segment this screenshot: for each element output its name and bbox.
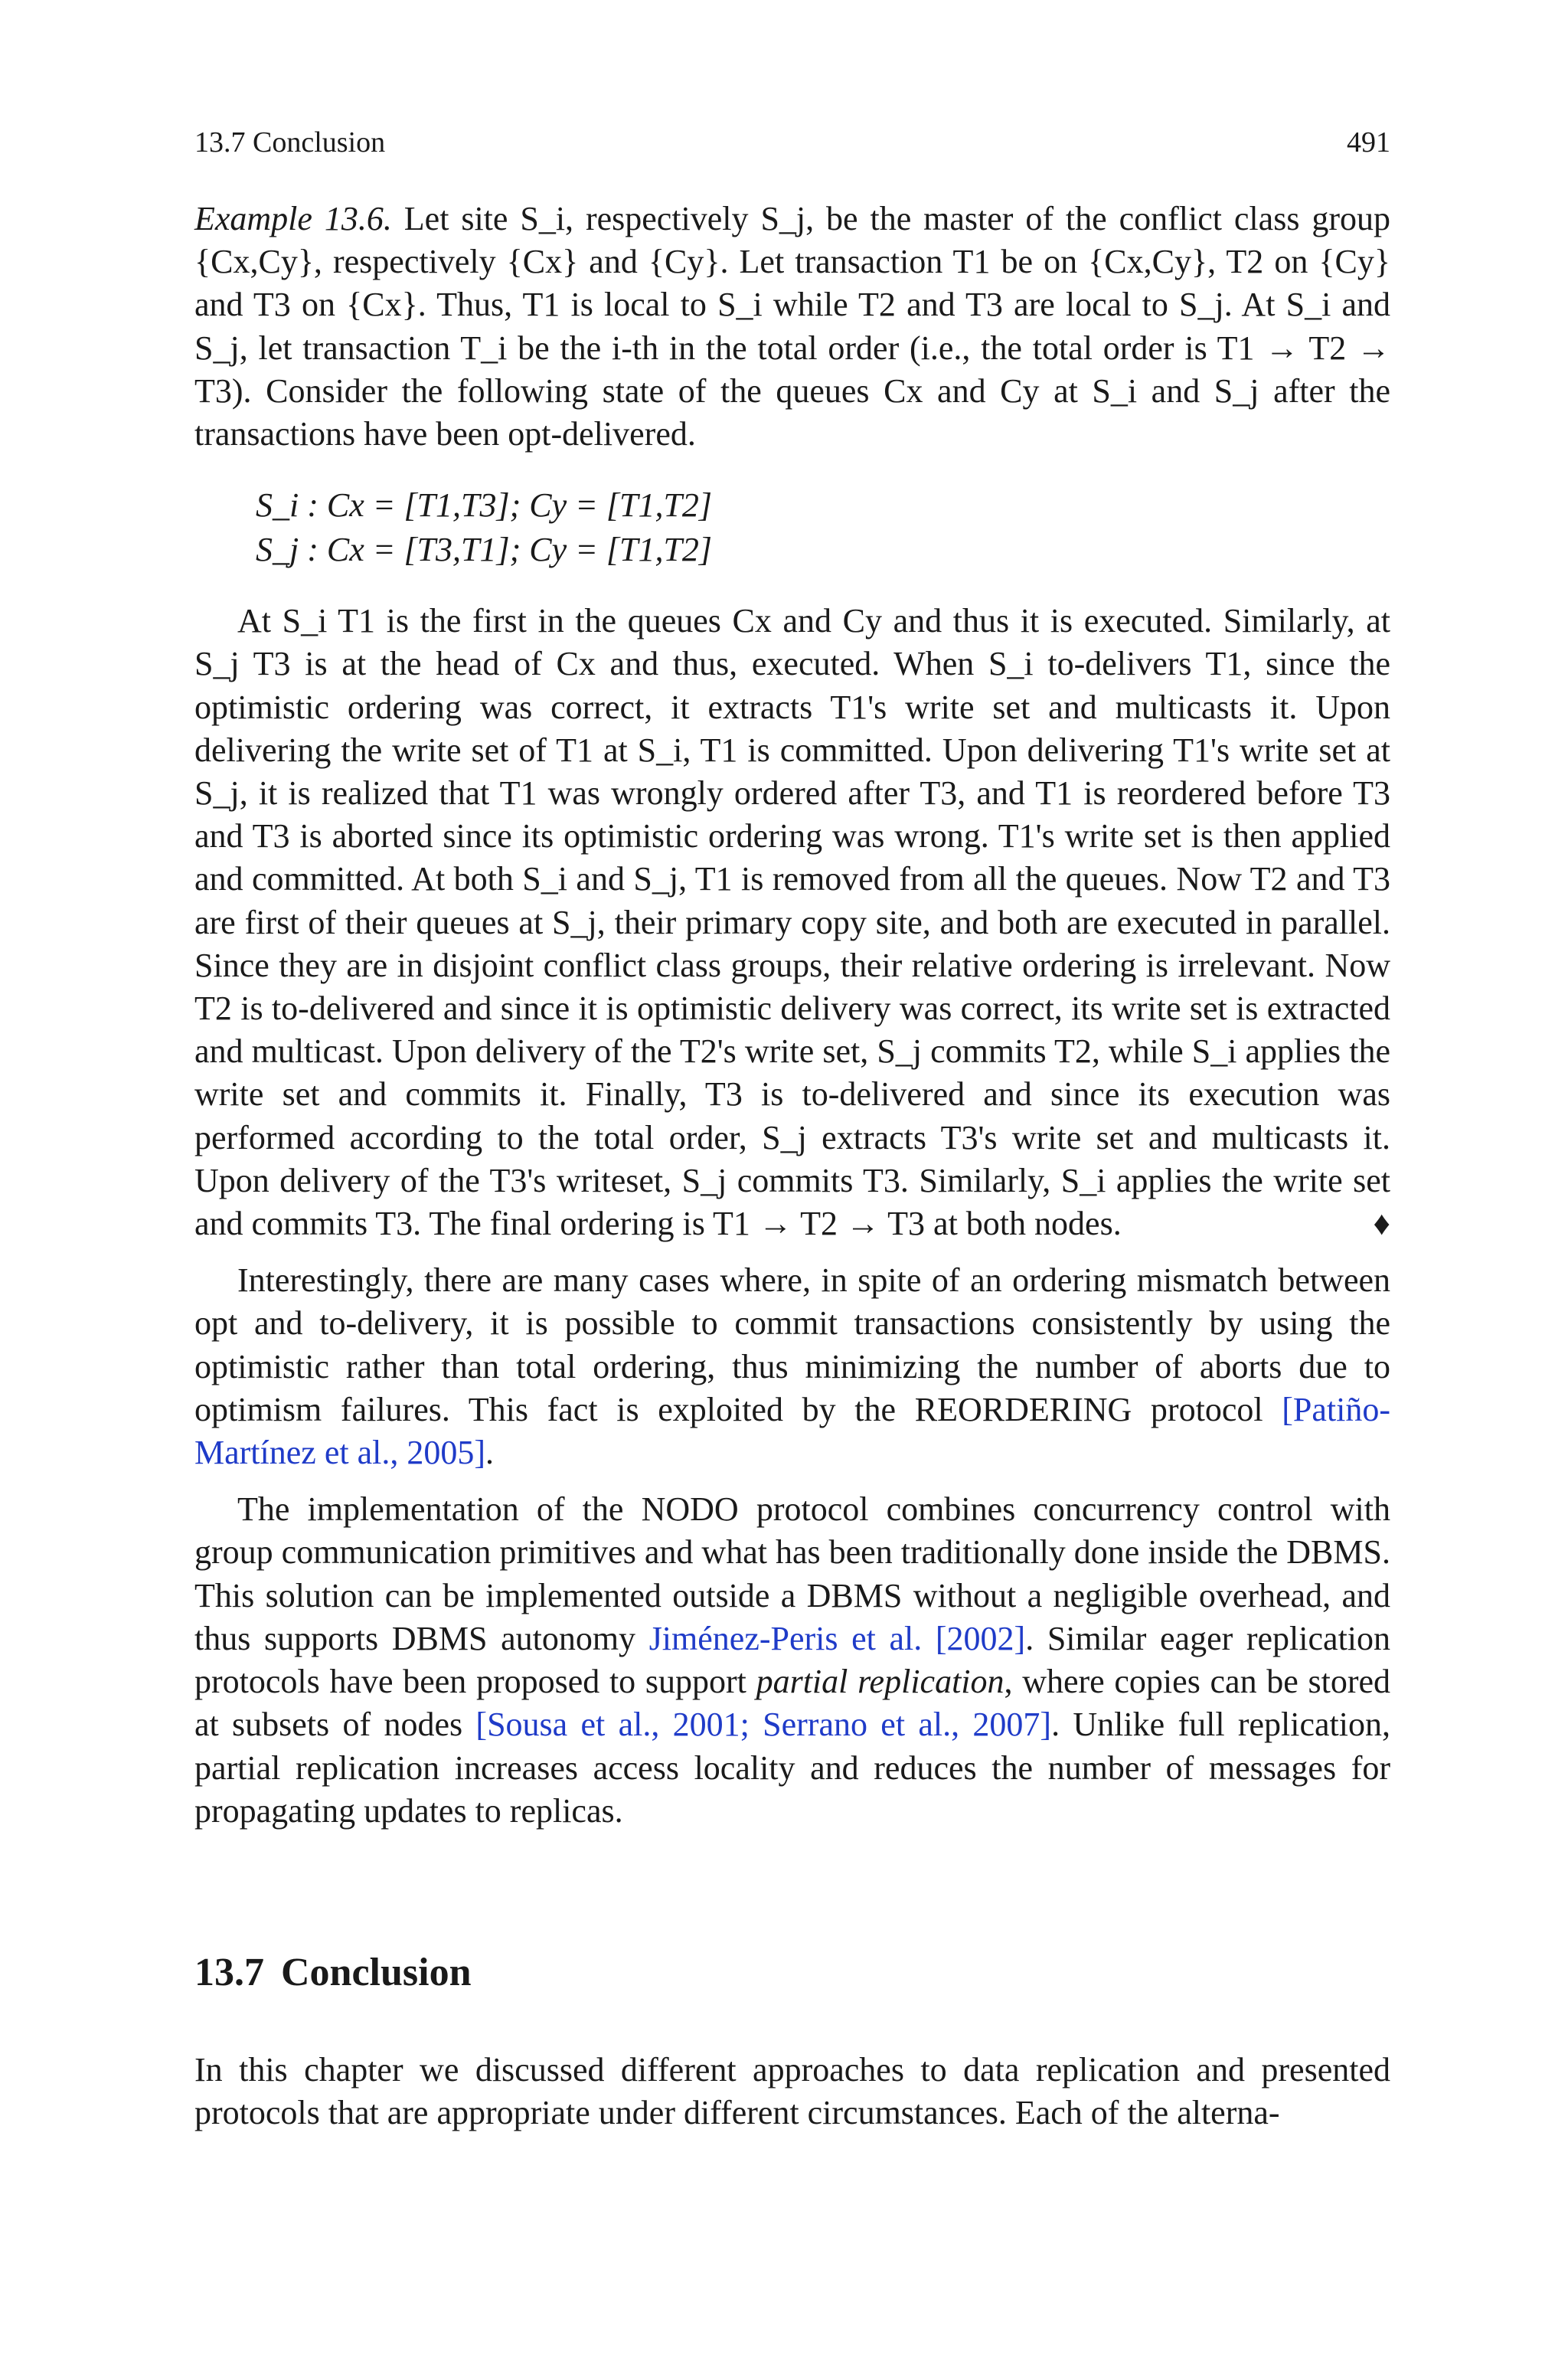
queue-state-display [256, 483, 1390, 572]
paragraph-reordering-end: . [485, 1434, 494, 1472]
example-intro-text: Let site S_i, respectively S_j, be the master of the conflict class group {Cx,Cy}, respectively {Cx} and {Cy}. Let transaction T1 be on {Cx,Cy}, T2 on {Cy} and T3 on {Cx}. Thus, T1 is local to S_i while T2 and T3 are local to S_j. At S_i and S_j, let transaction T_i be the i-th in the total order (i.e., the total order is T1 → T2 → T3). Consider the following state of the queues Cx and Cy at S_i and S_j after the transactions have been opt-delivered. [194, 200, 1391, 453]
running-head-section: 13.7 Conclusion [194, 126, 386, 159]
paragraph-reordering-text: Interestingly, there are many cases where, in spite of an ordering mismatch between opt and to-delivery, it is possible to commit transactions consistently by using the optimistic rather than total ordering, thus minimizing the number of aborts due to optimism failures. This fact is exploited by the REORDERING protocol [194, 1261, 1390, 1428]
paragraph-nodo-text-d: . Unlike full replication, partial replication increases access locality and reduces the number of messages for propagating updates to replicas. [194, 1706, 1390, 1830]
page [194, 123, 1390, 2134]
paragraph-nodo-text-b: . Similar eager replication protocols have been proposed to support [194, 1619, 1391, 1701]
paragraph-reordering [194, 1259, 1390, 1474]
example-intro [194, 198, 1390, 456]
citation-jimenez-peris-2002[interactable]: Jiménez-Peris et al. [2002] [648, 1619, 1026, 1657]
paragraph-nodo-text-a: The implementation of the NODO protocol combines concurrency control with group communication primitives and what has been traditionally done inside the DBMS. This solution can be implemented outside a DBMS without a negligible overhead, and thus supports DBMS autonomy [194, 1490, 1390, 1657]
running-head [194, 123, 1390, 162]
section-heading [194, 1948, 1390, 1998]
example-label: Example 13.6. [194, 200, 392, 237]
section-title: Conclusion [281, 1950, 472, 1994]
end-of-example-icon: ♦ [1373, 1205, 1390, 1243]
display-line-si: S_i : Cx = [T1,T3]; Cy = [T1,T2] [256, 486, 713, 525]
citation-sousa-serrano[interactable]: [Sousa et al., 2001; Serrano et al., 2007] [475, 1706, 1052, 1744]
display-line-sj: S_j : Cx = [T3,T1]; Cy = [T1,T2] [256, 531, 713, 569]
paragraph-nodo-text-c: , where copies can be stored at subsets of nodes [194, 1663, 1391, 1744]
citation-patino-martinez-2005[interactable]: [Patiño-Martínez et al., 2005] [194, 1390, 1391, 1472]
section-number: 13.7 [194, 1950, 264, 1994]
example-body-text: At S_i T1 is the first in the queues Cx and Cy and thus it is executed. Similarly, at S_j T3 is at the head of Cx and thus, executed. When S_i to-delivers T1, since the optimistic ordering was correct, it extracts T1's write set and multicasts it. Upon delivering the write set of T1 at S_i, T1 is committed. Upon delivering T1's write set at S_j, it is realized that T1 was wrongly ordered after T3, and T1 is reordered before T3 and T3 is aborted since its optimistic ordering was wrong. T1's write set is then applied and committed. At both S_i and S_j, T1 is removed from all the queues. Now T2 and T3 are first of their queues at S_j, their primary copy site, and both are executed in parallel. Since they are in disjoint conflict class groups, their relative ordering is irrelevant. Now T2 is to-delivered and since it is optimistic delivery was correct, its write set is extracted and multicast. Upon delivery of the T2's write set, S_j commits T2, while S_i applies the write set and commits it. Finally, T3 is to-delivered and since its execution was performed according to the total order, S_j extracts T3's write set and multicasts it. Upon delivery of the T3's writeset, S_j commits T3. Similarly, S_i applies the write set and commits T3. The final ordering is T1 → T2 → T3 at both nodes. [194, 602, 1390, 1243]
example-body [194, 600, 1390, 1245]
emphasis-partial-replication: partial replication [756, 1663, 1004, 1701]
paragraph-conclusion: In this chapter we discussed different approaches to data replication and presented protocols that are appropriate under different circumstances. Each of the alterna- [194, 2050, 1390, 2132]
paragraph-nodo [194, 1488, 1390, 1833]
page-number: 491 [1347, 126, 1390, 159]
